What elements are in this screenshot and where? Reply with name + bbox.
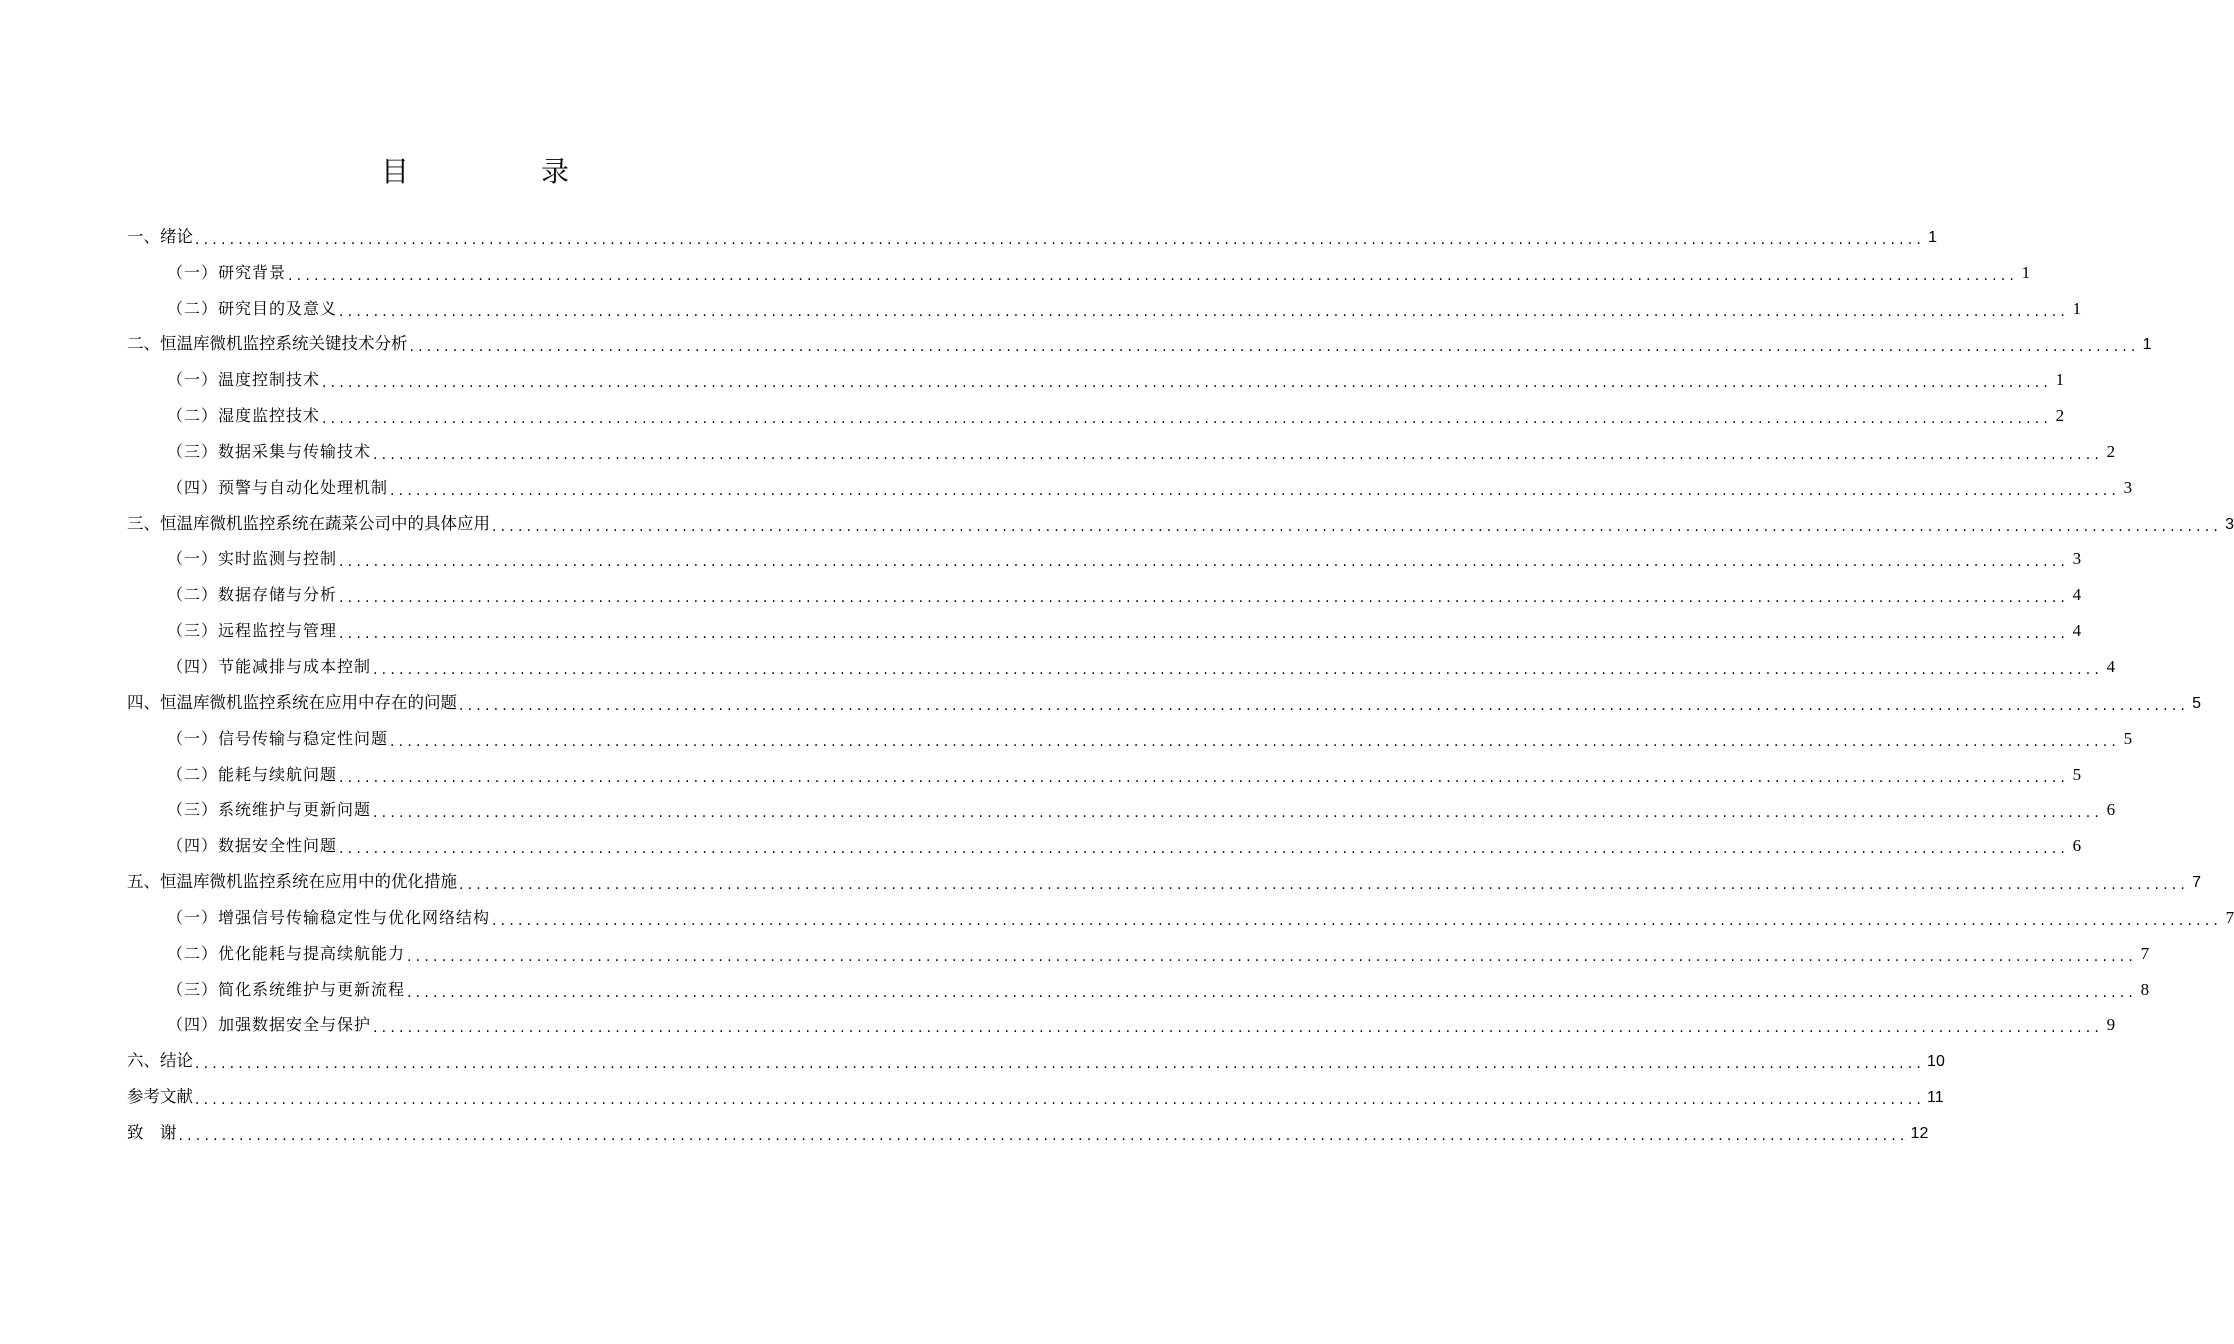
toc-entry-label: （三）数据采集与传输技术 xyxy=(167,441,372,461)
toc-chapter-entry[interactable] xyxy=(127,219,1938,255)
toc-page-number: 7 xyxy=(2225,907,2234,927)
toc-page-number: 5 xyxy=(2123,728,2133,748)
dot-leader: ........................................................................................................................................................................................................ xyxy=(339,303,2070,320)
toc-page-number: 10 xyxy=(1927,1053,1945,1071)
toc-entry-label: （二）优化能耗与提高续航能力 xyxy=(167,943,406,963)
toc-page-number: 1 xyxy=(2142,336,2152,354)
toc-entry-label: （三）简化系统维护与更新流程 xyxy=(167,979,406,999)
dot-leader: ........................................................................................................................................................................................................ xyxy=(288,267,2019,284)
toc-entry-label: （四）预警与自动化处理机制 xyxy=(167,477,389,497)
toc-page-number: 6 xyxy=(2106,800,2116,820)
dot-leader: ........................................................................................................................................................................................................ xyxy=(492,912,2223,929)
toc-entry-label: （一）研究背景 xyxy=(167,262,287,282)
toc-entry-label: 四、恒温库微机监控系统在应用中存在的问题 xyxy=(127,692,457,712)
toc-page-number: 8 xyxy=(2140,979,2150,999)
toc-section-entry[interactable] xyxy=(127,470,2133,506)
toc-page-number: 4 xyxy=(2072,585,2082,605)
toc-entry-label: （二）湿度监控技术 xyxy=(167,406,321,426)
toc-chapter-entry[interactable] xyxy=(127,1115,1929,1151)
dot-leader: ........................................................................................................................................................................................................ xyxy=(178,1127,1909,1144)
page-title: 目 录 xyxy=(380,155,621,188)
dot-leader: ........................................................................................................................................................................................................ xyxy=(339,554,2070,571)
dot-leader: ........................................................................................................................................................................................................ xyxy=(373,446,2104,463)
dot-leader: ........................................................................................................................................................................................................ xyxy=(373,661,2104,678)
dot-leader: ........................................................................................................................................................................................................ xyxy=(322,375,2053,392)
dot-leader: ........................................................................................................................................................................................................ xyxy=(339,769,2070,786)
toc-entry-label: 六、结论 xyxy=(127,1051,193,1071)
table-of-contents xyxy=(127,219,2234,1151)
toc-page-number: 7 xyxy=(2192,874,2202,892)
toc-page-number: 9 xyxy=(2106,1015,2116,1035)
dot-leader: ........................................................................................................................................................................................................ xyxy=(409,339,2140,356)
toc-section-entry[interactable] xyxy=(127,291,2082,327)
toc-entry-label: （一）信号传输与稳定性问题 xyxy=(167,728,389,748)
dot-leader: ........................................................................................................................................................................................................ xyxy=(195,1056,1926,1073)
toc-entry-label: 二、恒温库微机监控系统关键技术分析 xyxy=(127,334,408,354)
toc-chapter-entry[interactable] xyxy=(127,327,2152,363)
toc-section-entry[interactable] xyxy=(127,936,2150,972)
dot-leader: ........................................................................................................................................................................................................ xyxy=(373,1020,2104,1037)
toc-section-entry[interactable] xyxy=(127,721,2133,757)
dot-leader: ........................................................................................................................................................................................................ xyxy=(459,877,2190,894)
dot-leader: ........................................................................................................................................................................................................ xyxy=(195,1092,1926,1109)
toc-section-entry[interactable] xyxy=(127,398,2065,434)
toc-entry-label: 致 谢 xyxy=(127,1122,177,1142)
toc-page-number: 2 xyxy=(2055,406,2065,426)
toc-page-number: 3 xyxy=(2123,477,2133,497)
dot-leader: ........................................................................................................................................................................................................ xyxy=(322,411,2053,428)
toc-entry-label: （二）能耗与续航问题 xyxy=(167,764,338,784)
toc-section-entry[interactable] xyxy=(127,362,2065,398)
toc-section-entry[interactable] xyxy=(127,793,2116,829)
toc-section-entry[interactable] xyxy=(127,613,2082,649)
toc-entry-label: （一）增强信号传输稳定性与优化网络结构 xyxy=(167,907,491,927)
toc-entry-label: 五、恒温库微机监控系统在应用中的优化措施 xyxy=(127,872,457,892)
dot-leader: ........................................................................................................................................................................................................ xyxy=(407,948,2138,965)
toc-page-number: 3 xyxy=(2225,515,2234,533)
toc-page-number: 1 xyxy=(2072,298,2082,318)
toc-section-entry[interactable] xyxy=(127,972,2150,1008)
dot-leader: ........................................................................................................................................................................................................ xyxy=(407,984,2138,1001)
dot-leader: ........................................................................................................................................................................................................ xyxy=(195,231,1926,248)
toc-entry-label: 一、绪论 xyxy=(127,226,193,246)
toc-page-number: 1 xyxy=(2021,262,2031,282)
toc-entry-label: （一）实时监测与控制 xyxy=(167,549,338,569)
dot-leader: ........................................................................................................................................................................................................ xyxy=(339,590,2070,607)
toc-section-entry[interactable] xyxy=(127,649,2116,685)
dot-leader: ........................................................................................................................................................................................................ xyxy=(390,482,2121,499)
toc-chapter-entry[interactable] xyxy=(127,864,2202,900)
toc-section-entry[interactable] xyxy=(127,434,2116,470)
toc-section-entry[interactable] xyxy=(127,542,2082,578)
toc-page-number: 3 xyxy=(2072,549,2082,569)
toc-page-number: 5 xyxy=(2192,694,2202,712)
dot-leader: ........................................................................................................................................................................................................ xyxy=(390,733,2121,750)
toc-page-number: 1 xyxy=(2055,370,2065,390)
toc-section-entry[interactable] xyxy=(127,757,2082,793)
toc-page-number: 1 xyxy=(1928,228,1938,246)
toc-entry-label: （四）节能减排与成本控制 xyxy=(167,656,372,676)
toc-page-number: 6 xyxy=(2072,836,2082,856)
dot-leader: ........................................................................................................................................................................................................ xyxy=(339,841,2070,858)
dot-leader: ........................................................................................................................................................................................................ xyxy=(492,518,2223,535)
toc-entry-label: （四）数据安全性问题 xyxy=(167,836,338,856)
toc-page-number: 2 xyxy=(2106,441,2116,461)
toc-page-number: 4 xyxy=(2106,656,2116,676)
dot-leader: ........................................................................................................................................................................................................ xyxy=(373,805,2104,822)
toc-section-entry[interactable] xyxy=(127,577,2082,613)
toc-page-number: 4 xyxy=(2072,621,2082,641)
dot-leader: ........................................................................................................................................................................................................ xyxy=(459,697,2190,714)
toc-chapter-entry[interactable] xyxy=(127,685,2202,721)
toc-entry-label: 三、恒温库微机监控系统在蔬菜公司中的具体应用 xyxy=(127,513,490,533)
toc-entry-label: （三）远程监控与管理 xyxy=(167,621,338,641)
toc-entry-label: （二）数据存储与分析 xyxy=(167,585,338,605)
toc-section-entry[interactable] xyxy=(127,828,2082,864)
toc-chapter-entry[interactable] xyxy=(127,1079,1944,1115)
dot-leader: ........................................................................................................................................................................................................ xyxy=(339,626,2070,643)
toc-entry-label: 参考文献 xyxy=(127,1087,193,1107)
toc-page-number: 12 xyxy=(1910,1124,1929,1142)
toc-page-number: 5 xyxy=(2072,764,2082,784)
toc-chapter-entry[interactable] xyxy=(127,506,2234,542)
toc-page-number: 11 xyxy=(1927,1089,1944,1107)
toc-chapter-entry[interactable] xyxy=(127,1043,1945,1079)
toc-page-number: 7 xyxy=(2140,943,2150,963)
toc-entry-label: （一）温度控制技术 xyxy=(167,370,321,390)
toc-section-entry[interactable] xyxy=(127,1008,2116,1044)
toc-section-entry[interactable] xyxy=(127,900,2234,936)
toc-section-entry[interactable] xyxy=(127,255,2031,291)
toc-entry-label: （二）研究目的及意义 xyxy=(167,298,338,318)
toc-entry-label: （三）系统维护与更新问题 xyxy=(167,800,372,820)
toc-entry-label: （四）加强数据安全与保护 xyxy=(167,1015,372,1035)
